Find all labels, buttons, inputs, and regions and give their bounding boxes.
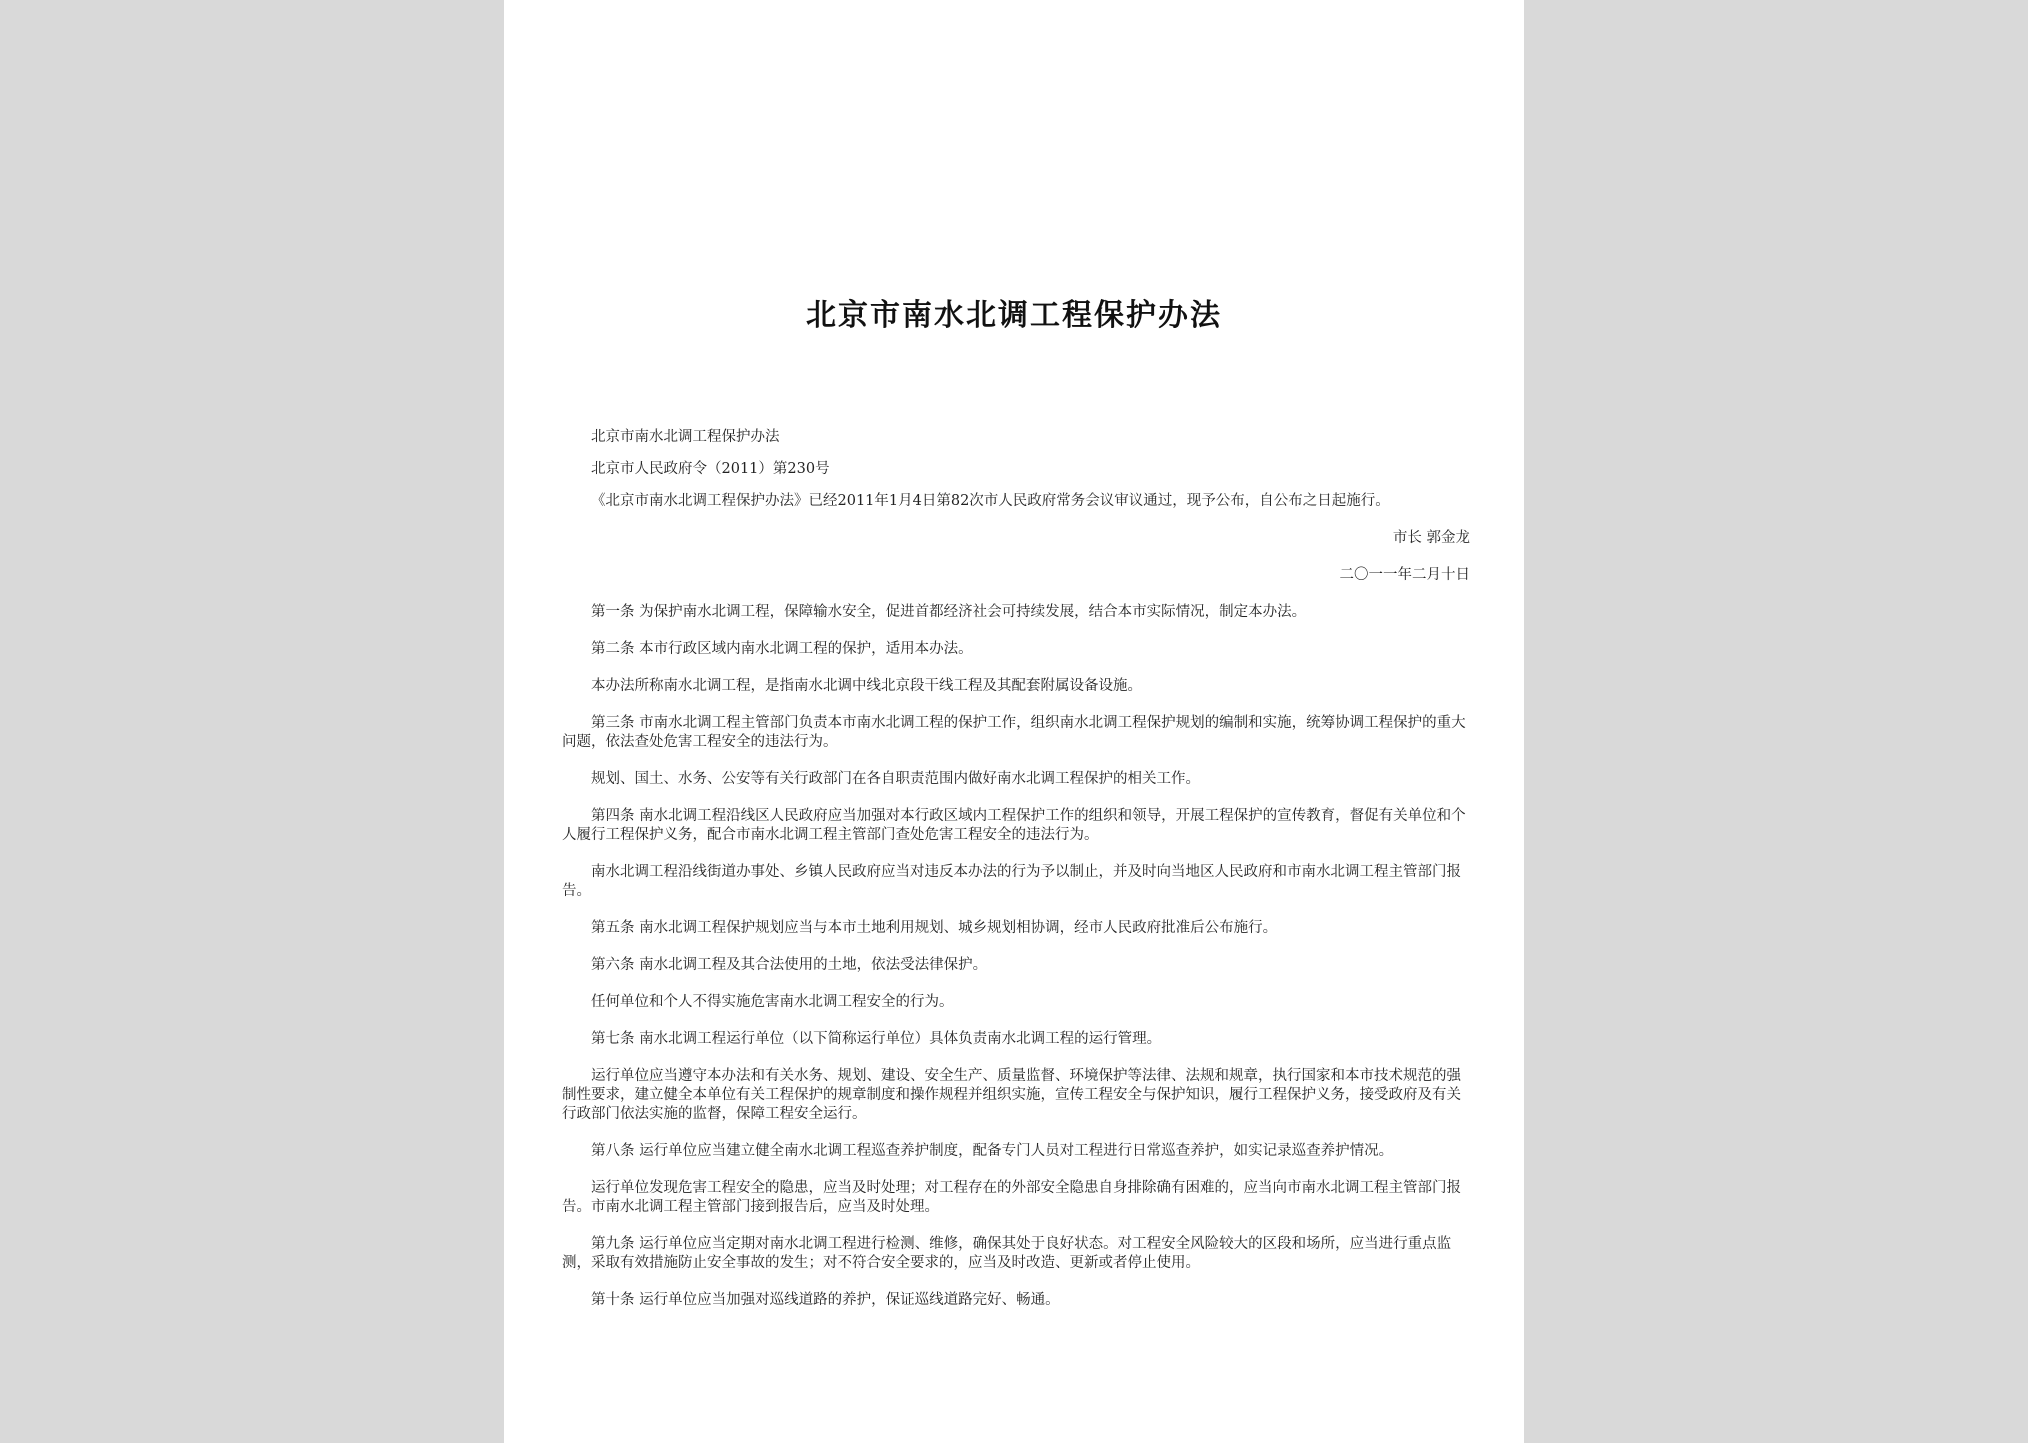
paragraph: 第六条 南水北调工程及其合法使用的土地，依法受法律保护。 (591, 957, 988, 973)
paragraph: 第二条 本市行政区域内南水北调工程的保护，适用本办法。 (591, 641, 973, 657)
paragraph: 第四条 南水北调工程沿线区人民政府应当加强对本行政区域内工程保护工作的组织和领导，开展工程保护的宣传教育，督促有关单位和个人履行工程保护义务，配合市南水北调工程主管部门查处危害工程安全的违法行为。 (562, 808, 1466, 843)
paragraph: 第十条 运行单位应当加强对巡线道路的养护，保证巡线道路完好、畅通。 (591, 1292, 1060, 1308)
paragraph: 第九条 运行单位应当定期对南水北调工程进行检测、维修，确保其处于良好状态。对工程安全风险较大的区段和场所，应当进行重点监测，采取有效措施防止安全事故的发生；对不符合安全要求的，应当及时改造、更新或者停止使用。 (562, 1236, 1452, 1271)
paragraph: 任何单位和个人不得实施危害南水北调工程安全的行为。 (591, 994, 954, 1010)
document-title: 北京市南水北调工程保护办法 (806, 298, 1222, 333)
paragraph: 第七条 南水北调工程运行单位（以下简称运行单位）具体负责南水北调工程的运行管理。 (591, 1031, 1162, 1047)
paragraph: 第一条 为保护南水北调工程，保障输水安全，促进首都经济社会可持续发展，结合本市实际情况，制定本办法。 (591, 604, 1307, 620)
paragraph: 本办法所称南水北调工程，是指南水北调中线北京段干线工程及其配套附属设备设施。 (591, 678, 1142, 694)
paragraph: 运行单位发现危害工程安全的隐患，应当及时处理；对工程存在的外部安全隐患自身排除确有困难的，应当向市南水北调工程主管部门报告。市南水北调工程主管部门接到报告后，应当及时处理。 (562, 1180, 1461, 1215)
promulgation-text: 《北京市南水北调工程保护办法》已经2011年1月4日第82次市人民政府常务会议审议通过，现予公布，自公布之日起施行。 (591, 493, 1390, 509)
order-number: 北京市人民政府令（2011）第230号 (591, 461, 830, 477)
document-page (504, 0, 1524, 1443)
paragraph: 第八条 运行单位应当建立健全南水北调工程巡查养护制度，配备专门人员对工程进行日常巡查养护，如实记录巡查养护情况。 (591, 1143, 1394, 1159)
signature: 市长 郭金龙 (1392, 530, 1470, 546)
paragraph: 第五条 南水北调工程保护规划应当与本市土地利用规划、城乡规划相协调，经市人民政府批准后公布施行。 (591, 920, 1278, 936)
paragraph: 规划、国土、水务、公安等有关行政部门在各自职责范围内做好南水北调工程保护的相关工作。 (591, 771, 1200, 787)
paragraph: 运行单位应当遵守本办法和有关水务、规划、建设、安全生产、质量监督、环境保护等法律、法规和规章，执行国家和本市技术规范的强制性要求，建立健全本单位有关工程保护的规章制度和操作规程并组织实施，宣传工程安全与保护知识，履行工程保护义务，接受政府及有关行政部门依法实施的监督，保障工程安全运行。 (562, 1068, 1461, 1122)
header-title: 北京市南水北调工程保护办法 (591, 429, 780, 445)
paragraph: 第三条 市南水北调工程主管部门负责本市南水北调工程的保护工作，组织南水北调工程保护规划的编制和实施，统筹协调工程保护的重大问题，依法查处危害工程安全的违法行为。 (562, 715, 1466, 750)
document-body (562, 428, 1470, 1328)
date: 二〇一一年二月十日 (1339, 567, 1470, 583)
paragraph: 南水北调工程沿线街道办事处、乡镇人民政府应当对违反本办法的行为予以制止，并及时向当地区人民政府和市南水北调工程主管部门报告。 (562, 864, 1461, 899)
